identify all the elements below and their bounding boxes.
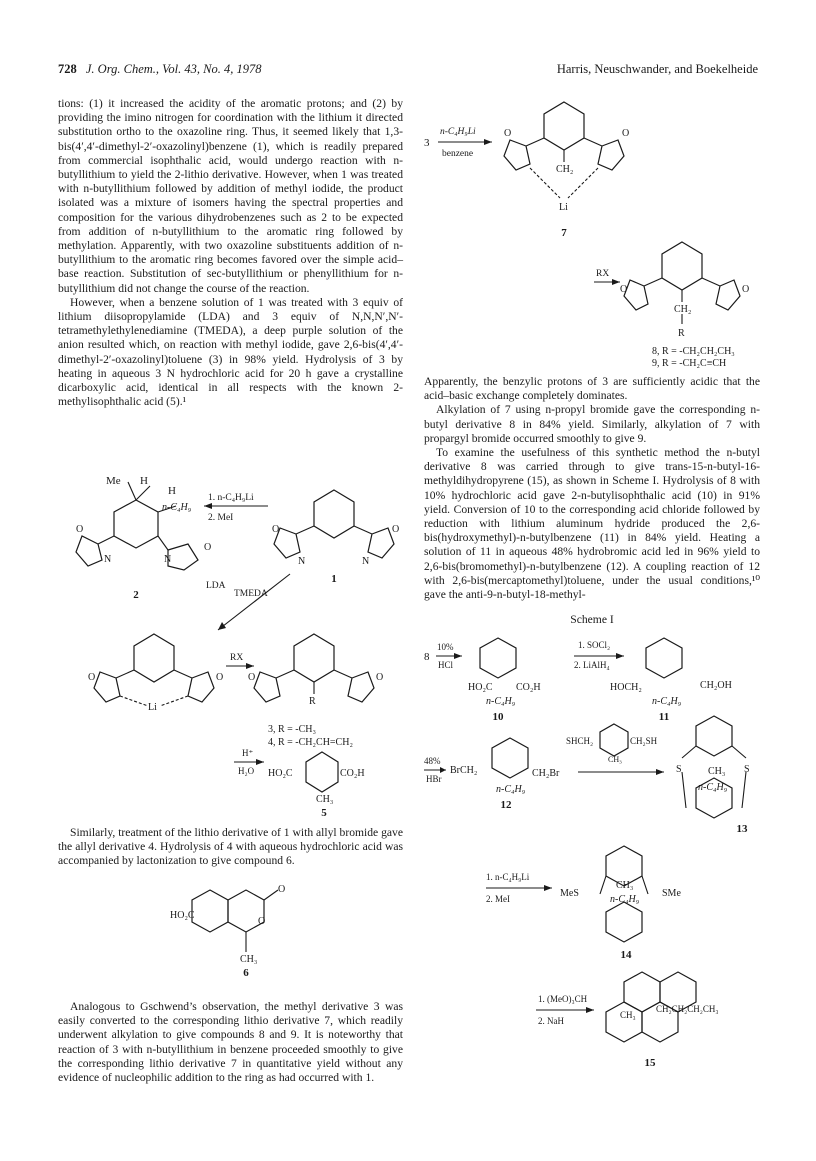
right-column-text bbox=[424, 375, 760, 602]
group-nbutyl: n-C₄H₉ bbox=[486, 696, 516, 707]
group-ho2c: HO₂C bbox=[268, 768, 293, 779]
reagent-rx: RX bbox=[230, 653, 244, 663]
group-ch3: CH₃ bbox=[620, 1010, 636, 1020]
scheme-start-8: 8 bbox=[424, 651, 430, 663]
group-butyl-chain: CH₂CH₂CH₂CH₃ bbox=[656, 1004, 719, 1014]
atom-o: O bbox=[248, 672, 256, 683]
compound-3-4-structure bbox=[254, 634, 374, 702]
reagent-nbuli: 1. n-C₄H₉Li bbox=[486, 872, 530, 882]
compound-label-2: 2 bbox=[133, 589, 139, 601]
atom-o: O bbox=[204, 542, 212, 553]
journal-citation: J. Org. Chem., Vol. 43, No. 4, 1978 bbox=[85, 62, 262, 76]
reagent-socl2: 1. SOCl₂ bbox=[578, 640, 611, 650]
compound-label-5: 5 bbox=[321, 807, 327, 819]
paragraph: Similarly, treatment of the lithio derivative of 1 with allyl bromide gave the allyl derivative 4. Hydrolysis of 4 with aqueous hydrochloric acid was accompanied by lactonization to give compound 6. bbox=[58, 826, 403, 868]
label-compound-3: 3, R = -CH₃ bbox=[268, 724, 317, 735]
compound-label-14: 14 bbox=[620, 949, 632, 961]
reagent-trimethylorthoformate: 1. (MeO)₃CH bbox=[538, 994, 588, 1004]
group-ch3: CH₃ bbox=[616, 880, 634, 891]
atom-s: S bbox=[676, 764, 682, 775]
group-ch3: CH₃ bbox=[608, 755, 622, 764]
compound-label-10: 10 bbox=[492, 711, 504, 723]
compound-label-15: 15 bbox=[644, 1057, 656, 1069]
left-column-top bbox=[58, 97, 403, 409]
atom-o: O bbox=[216, 672, 224, 683]
group-ho2c: HO₂C bbox=[468, 682, 493, 693]
compound-6-figure bbox=[170, 880, 310, 980]
compound-labels-8-9 bbox=[652, 346, 735, 370]
atom-o: O bbox=[88, 672, 96, 683]
running-header-authors: Harris, Neuschwander, and Boekelheide bbox=[556, 62, 758, 76]
group-ch3: CH₃ bbox=[708, 766, 726, 777]
group-nbutyl: n-C₄H₉ bbox=[496, 784, 526, 795]
reagent-nbuli: n-C₄H₉Li bbox=[440, 127, 476, 137]
group-mes: MeS bbox=[560, 888, 579, 899]
group-brch2: BrCH₂ bbox=[450, 765, 478, 776]
reagent-hcl-percent: 10% bbox=[437, 642, 454, 652]
compound-label-1: 1 bbox=[331, 573, 337, 585]
group-ch3: CH₃ bbox=[316, 794, 334, 805]
paragraph: tions: (1) it increased the acidity of the aromatic protons; and (2) by providing the imino nitrogen for coordination with the lithium it directed substitution ortho to the oxazoline ring. Thus, it seemed likely that 1,3-bis(4′,4′-dimethyl-2′-oxazolinyl)benzene (1), which is readily prepared from commercial isophthalic acid, would undergo reaction with n-butyllithium to yield the 2-lithio derivative. However, when 1 was treated with n-butyllithium followed by addition of methyl iodide, the product isolated was a mixture of isomers having the spectral properties and composition for the various dihydrobenzenes such as 2 to be expected from addition of n-butyllithium to the aromatic ring followed by methylation. Apparently, with two oxazoline substituents addition of n-butyllithium to the aromatic ring becomes favored over the simple acid–base reaction. Substitution of sec-butyllithium or phenyllithium for n-butyllithium did not change the course of the reaction. bbox=[58, 97, 403, 295]
paragraph: To examine the usefulness of this synthetic method the n-butyl derivative 8 was carried through to give trans-15-n-butyl-16-methyldihydropyrene (15), as shown in Scheme I. Hydrolysis of 8 with 10% hydrochloric acid gave 2-n-butylisophthalic acid (10) in 91% yield. Conversion of 10 to the corresponding acid chloride followed by reduction with lithium aluminum hydride produced the 2,6-bis(hydroxymethyl)-n-butylbenzene (11) in 84% yield. Heating a solution of 11 in aqueous 48% hydrobromic acid led in 96% yield to 2,6-bis(bromomethyl)-n-butylbenzene (12). A coupling reaction of 12 with 2,6-bis(mercaptomethyl)toluene, under the usual conditions,¹⁰ gave the anti-9-n-butyl-18-methyl- bbox=[424, 446, 760, 602]
page-number: 728 bbox=[58, 62, 77, 76]
group-ch2sh: CH₂SH bbox=[630, 736, 658, 746]
reagent-water: H₂O bbox=[238, 766, 255, 776]
atom-o: O bbox=[376, 672, 384, 683]
group-hoch2: HOCH₂ bbox=[610, 682, 642, 693]
compound-label-13: 13 bbox=[736, 823, 748, 835]
reagent-lialh4: 2. LiAlH₄ bbox=[574, 660, 610, 670]
reagent-acid: H⁺ bbox=[242, 748, 254, 758]
compound-label-11: 11 bbox=[658, 711, 670, 723]
compound-label-12: 12 bbox=[500, 799, 512, 811]
lithio-intermediate-structure bbox=[94, 634, 214, 706]
group-ch2oh: CH₂OH bbox=[700, 680, 732, 691]
compound-7-structure bbox=[504, 102, 624, 198]
atom-o: O bbox=[392, 524, 400, 535]
paragraph: Apparently, the benzylic protons of 3 are sufficiently acidic that the acid–basic exchange completely dominates. bbox=[424, 375, 760, 403]
label-nbutyl: n-C₄H₉ bbox=[162, 502, 192, 513]
group-ch2br: CH₂Br bbox=[532, 768, 560, 779]
atom-li: Li bbox=[559, 202, 568, 213]
reaction-figure-1-to-5 bbox=[58, 470, 403, 819]
group-ch3: CH₃ bbox=[240, 954, 258, 965]
group-ch2: CH₂ bbox=[674, 304, 692, 315]
compound-label-6: 6 bbox=[243, 967, 249, 979]
atom-s: S bbox=[744, 764, 750, 775]
left-column-middle bbox=[58, 826, 403, 869]
atom-o: O bbox=[76, 524, 84, 535]
label-me: Me bbox=[106, 475, 121, 487]
group-co2h: CO₂H bbox=[340, 768, 365, 779]
label-h: H bbox=[168, 485, 176, 497]
scheme-title: Scheme I bbox=[570, 613, 614, 626]
group-sme: SMe bbox=[662, 888, 681, 899]
reagent-lda: LDA bbox=[206, 581, 226, 591]
atom-li: Li bbox=[148, 702, 157, 713]
group-co2h: CO₂H bbox=[516, 682, 541, 693]
atom-o: O bbox=[620, 284, 628, 295]
group-nbutyl: n-C₄H₉ bbox=[698, 782, 728, 793]
atom-o: O bbox=[622, 128, 630, 139]
group-nbutyl: n-C₄H₉ bbox=[610, 894, 640, 905]
reagent-mei: 2. MeI bbox=[486, 894, 510, 904]
reagent-rx: RX bbox=[596, 269, 610, 279]
reagent-hcl: HCl bbox=[438, 660, 454, 670]
condition-2: 2. MeI bbox=[208, 513, 234, 523]
reactant-number: 3 bbox=[424, 137, 430, 149]
dithiol-reagent-ring bbox=[600, 724, 628, 756]
group-ch2: CH₂ bbox=[556, 164, 574, 175]
atom-o: O bbox=[278, 884, 286, 895]
condition-1: 1. n-C₄H₉Li bbox=[208, 493, 254, 503]
label-h: H bbox=[140, 475, 148, 487]
running-header-left bbox=[58, 62, 261, 77]
reagent-hbr-percent: 48% bbox=[424, 756, 441, 766]
compound-2-structure bbox=[76, 482, 198, 570]
label-compound-9: 9, R = -CH₂C≡CH bbox=[652, 358, 727, 369]
reagent-nah: 2. NaH bbox=[538, 1016, 564, 1026]
atom-n: N bbox=[164, 554, 172, 565]
atom-n: N bbox=[298, 556, 306, 567]
reaction-arrow bbox=[218, 574, 290, 630]
reagent-hbr: HBr bbox=[426, 774, 442, 784]
paragraph: Analogous to Gschwend’s observation, the methyl derivative 3 was easily converted to the corresponding lithio derivative 7, which readily underwent alkylation to give compounds 8 and 9. It is noteworthy that reaction of 3 with n-butyllithium in benzene proceeded smoothly to give the corresponding lithio derivative 7 in quantitative yield without any evidence of nucleophilic addition to the ring as had occurred with 1. bbox=[58, 1000, 403, 1085]
atom-n: N bbox=[362, 556, 370, 567]
atom-o: O bbox=[742, 284, 750, 295]
substituent-r: R bbox=[309, 696, 316, 707]
compound-11-ring bbox=[646, 638, 682, 678]
substituent-r: R bbox=[678, 328, 685, 339]
reaction-figure-7-to-9 bbox=[424, 92, 760, 354]
atom-n: N bbox=[104, 554, 112, 565]
atom-o: O bbox=[272, 524, 280, 535]
group-nbutyl: n-C₄H₉ bbox=[652, 696, 682, 707]
compound-12-ring bbox=[492, 738, 528, 778]
compound-10-ring bbox=[480, 638, 516, 678]
solvent-benzene: benzene bbox=[442, 149, 474, 159]
label-compound-4: 4, R = -CH₂CH=CH₂ bbox=[268, 737, 353, 748]
reagent-tmeda: TMEDA bbox=[234, 589, 268, 599]
left-column-bottom bbox=[58, 1000, 403, 1085]
scheme-1 bbox=[424, 632, 760, 1072]
group-ho2c: HO₂C bbox=[170, 910, 195, 921]
compound-5-ring bbox=[306, 752, 338, 792]
compound-label-7: 7 bbox=[561, 227, 567, 239]
group-shch2: SHCH₂ bbox=[566, 736, 594, 746]
atom-o: O bbox=[258, 916, 266, 927]
paragraph: However, when a benzene solution of 1 was treated with 3 equiv of lithium diisopropylamide (LDA) and 3 equiv of N,N,N′,N′-tetramethylethylenediamine (TMEDA), a deep purple solution of the anion resulted which, on reaction with methyl iodide, gave 2,6-bis(4′,4′-dimethyl-2′-oxazolinyl)toluene (3) in 98% yield. Hydrolysis of 3 by heating in aqueous 3 N hydrochloric acid for 20 h gave a crystalline dicarboxylic acid, identical in all respects with the known 2-methylisophthalic acid (5).¹ bbox=[58, 295, 403, 409]
atom-o: O bbox=[504, 128, 512, 139]
compound-1-structure bbox=[274, 490, 394, 558]
label-compound-8: 8, R = -CH₂CH₂CH₃ bbox=[652, 346, 735, 357]
paragraph: Alkylation of 7 using n-propyl bromide gave the corresponding n-butyl derivative 8 in 84% yield. Similarly, alkylation of 7 with propargyl bromide occurred smoothly to give 9. bbox=[424, 403, 760, 445]
